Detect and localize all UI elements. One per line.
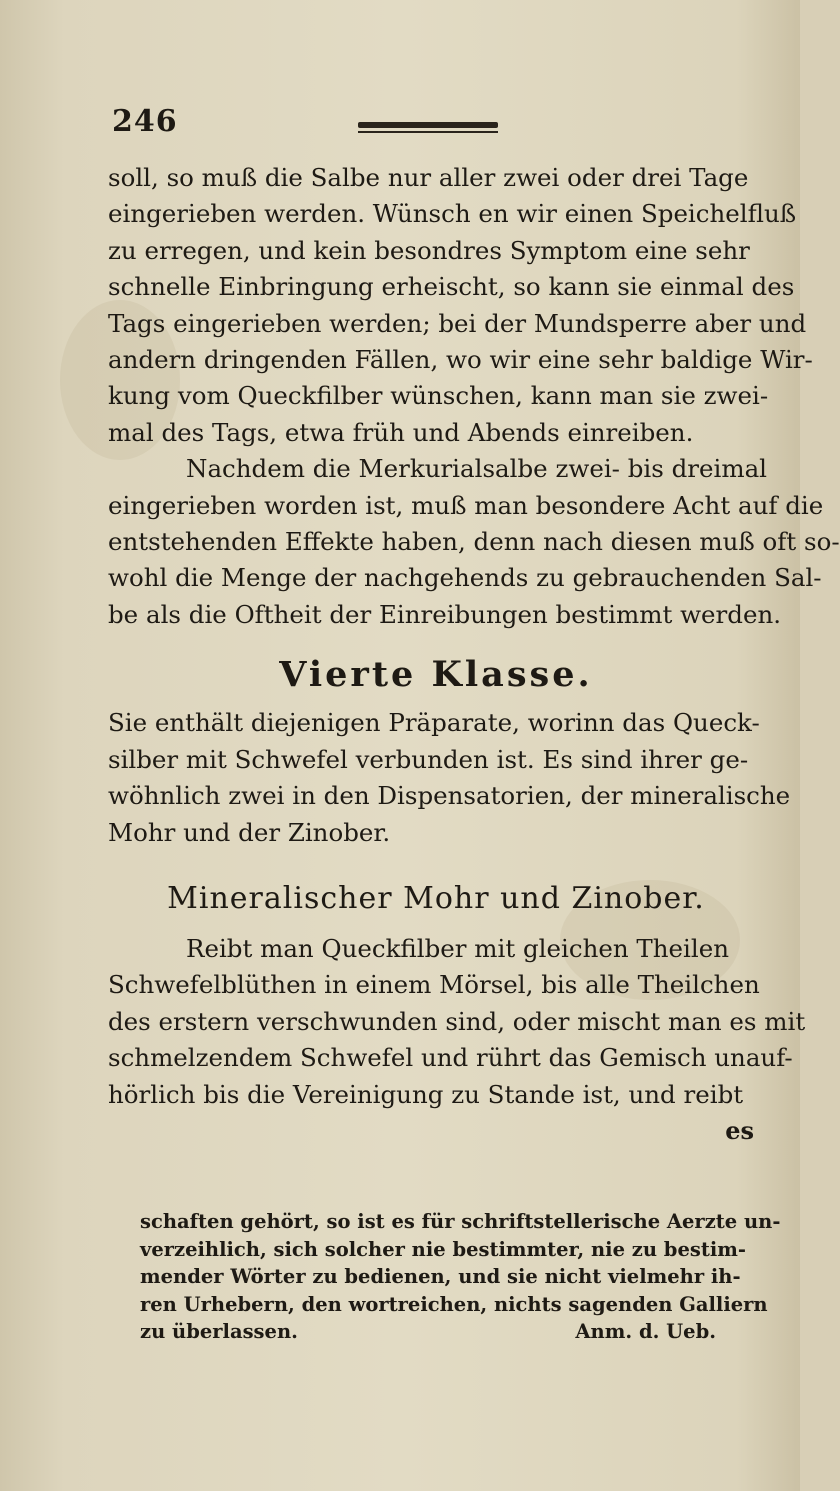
text-line: Sie enthält diejenigen Präparate, worinn das Queck- bbox=[108, 708, 760, 738]
paragraph bbox=[108, 705, 791, 851]
text-line: entstehenden Effekte haben, denn nach diesen muß oft so- bbox=[108, 527, 840, 557]
footnote-line: mender Wörter zu bedienen, und sie nicht vielmehr ih- bbox=[140, 1265, 741, 1289]
header-rule bbox=[358, 122, 498, 128]
text-line: hörlich bis die Vereinigung zu Stande ist, und reibt bbox=[108, 1079, 744, 1109]
text-line: schnelle Einbringung erheischt, so kann sie einmal des bbox=[108, 272, 795, 302]
text-line: kung vom Queckfilber wünschen, kann man sie zwei- bbox=[108, 381, 769, 411]
footnote bbox=[140, 1208, 781, 1346]
paragraph bbox=[108, 160, 813, 451]
footnote-line: schaften gehört, so ist es für schriftstellerische Aerzte un- bbox=[140, 1210, 781, 1233]
text-line: soll, so muß die Salbe nur aller zwei oder drei Tage bbox=[108, 163, 749, 192]
paragraph bbox=[108, 931, 806, 1113]
footnote-signature: Anm. d. Ueb. bbox=[575, 1320, 716, 1344]
text-line: eingerieben worden ist, muß man besondere Acht auf die bbox=[108, 490, 824, 520]
text-line: silber mit Schwefel verbunden ist. Es sind ihrer ge- bbox=[108, 744, 749, 774]
page-header bbox=[112, 104, 772, 144]
text-line: Schwefelblüthen in einem Mörsel, bis alle Theilchen bbox=[108, 970, 760, 1000]
page-number: 246 bbox=[112, 104, 178, 139]
footnote-line: verzeihlich, sich solcher nie bestimmter, nie zu bestim- bbox=[140, 1237, 746, 1261]
text-line: mal des Tags, etwa früh und Abends einreiben. bbox=[108, 417, 694, 447]
section-heading: Vierte Klasse. bbox=[279, 654, 593, 696]
text-line: wöhnlich zwei in den Dispensatorien, der mineralische bbox=[108, 781, 791, 811]
text-line: Tags eingerieben werden; bei der Mundsperre aber und bbox=[108, 308, 807, 338]
text-line: wohl die Menge der nachgehends zu gebrauchenden Sal- bbox=[108, 563, 822, 593]
paragraph bbox=[108, 451, 840, 633]
text-line: be als die Oftheit der Einreibungen bestimmt werden. bbox=[108, 599, 782, 629]
text-line: des erstern verschwunden sind, oder mischt man es mit bbox=[108, 1006, 806, 1036]
sub-heading: Mineralischer Mohr und Zinober. bbox=[167, 880, 705, 916]
text-line: andern dringenden Fällen, wo wir eine sehr baldige Wir- bbox=[108, 345, 813, 375]
text-line: Reibt man Queckfilber mit gleichen Theilen bbox=[186, 933, 729, 963]
text-line: eingerieben werden. Wünsch en wir einen Speichelfluß bbox=[108, 199, 797, 229]
text-line: schmelzendem Schwefel und rührt das Gemisch unauf- bbox=[108, 1043, 793, 1073]
footnote-line: ren Urhebern, den wortreichen, nichts sagenden Galliern bbox=[140, 1292, 768, 1316]
main-text bbox=[108, 160, 840, 1149]
catchword: es bbox=[725, 1115, 754, 1145]
footnote-line: zu überlassen. bbox=[140, 1320, 298, 1344]
text-line: Mohr und der Zinober. bbox=[108, 817, 391, 847]
text-line: Nachdem die Merkurialsalbe zwei- bis dreimal bbox=[186, 454, 768, 484]
text-line: zu erregen, und kein besondres Symptom eine sehr bbox=[108, 235, 750, 265]
footnote-last-line bbox=[140, 1318, 766, 1346]
